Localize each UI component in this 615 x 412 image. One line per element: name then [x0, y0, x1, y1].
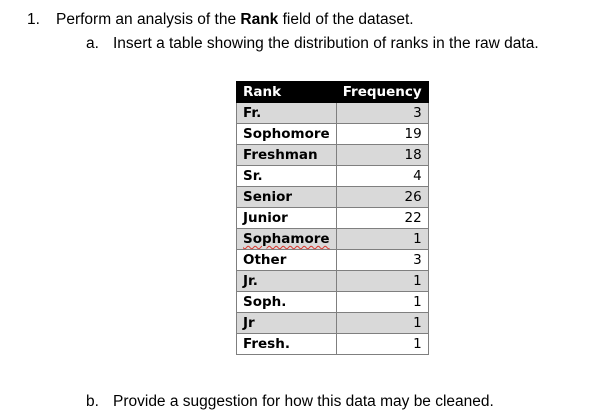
table-row: [237, 334, 429, 355]
cell-rank: [237, 208, 337, 229]
table-row: [237, 250, 429, 271]
cell-rank-text: Jr: [243, 315, 255, 331]
cell-frequency: 3: [336, 250, 428, 271]
cell-rank: [237, 145, 337, 166]
cell-frequency: 1: [336, 229, 428, 250]
list-letter: a.: [86, 35, 99, 52]
cell-rank-text: Fresh.: [243, 336, 290, 352]
table-row: [237, 124, 429, 145]
cell-frequency: 26: [336, 187, 428, 208]
table-row: [237, 229, 429, 250]
cell-rank: [237, 124, 337, 145]
cell-rank-text: Other: [243, 252, 287, 268]
table-row: [237, 166, 429, 187]
list-text: Provide a suggestion for how this data may be cleaned.: [113, 393, 494, 410]
cell-frequency: 19: [336, 124, 428, 145]
cell-rank-text: Soph.: [243, 294, 287, 310]
cell-frequency: 1: [336, 334, 428, 355]
cell-rank-text: Fr.: [243, 105, 262, 121]
list-letter: b.: [86, 393, 99, 410]
bold-field-name: Rank: [240, 11, 279, 28]
cell-rank-text: Senior: [243, 189, 293, 205]
cell-rank-text: Sophomore: [243, 126, 330, 142]
cell-rank: [237, 313, 337, 334]
cell-rank: [237, 250, 337, 271]
cell-frequency: 3: [336, 103, 428, 124]
table-row: [237, 292, 429, 313]
cell-rank: [237, 271, 337, 292]
cell-rank: [237, 292, 337, 313]
table-row: [237, 271, 429, 292]
cell-rank: [237, 334, 337, 355]
cell-frequency: 1: [336, 292, 428, 313]
table-row: [237, 313, 429, 334]
cell-rank-text: Junior: [243, 210, 288, 226]
table-row: [237, 187, 429, 208]
text-run: Perform an analysis of the: [56, 11, 241, 28]
cell-frequency: 1: [336, 271, 428, 292]
cell-rank-text: Sr.: [243, 168, 263, 184]
cell-rank: [237, 229, 337, 250]
table-row: [237, 208, 429, 229]
rank-frequency-table: [236, 81, 429, 355]
cell-rank: [237, 166, 337, 187]
cell-rank-text: Jr.: [243, 273, 258, 289]
cell-rank-text: Sophamore: [243, 231, 330, 247]
table-row: [237, 145, 429, 166]
list-text: Insert a table showing the distribution of ranks in the raw data.: [113, 35, 539, 52]
cell-frequency: 4: [336, 166, 428, 187]
cell-frequency: 18: [336, 145, 428, 166]
text-run: field of the dataset.: [278, 11, 414, 28]
cell-frequency: 22: [336, 208, 428, 229]
list-number: 1.: [27, 11, 40, 28]
cell-rank-text: Freshman: [243, 147, 318, 163]
list-text: [56, 10, 414, 30]
table-header-row: [237, 82, 429, 103]
header-frequency: Frequency: [336, 82, 428, 103]
table-row: [237, 103, 429, 124]
cell-frequency: 1: [336, 313, 428, 334]
cell-rank: [237, 103, 337, 124]
cell-rank: [237, 187, 337, 208]
header-rank: Rank: [237, 82, 337, 103]
